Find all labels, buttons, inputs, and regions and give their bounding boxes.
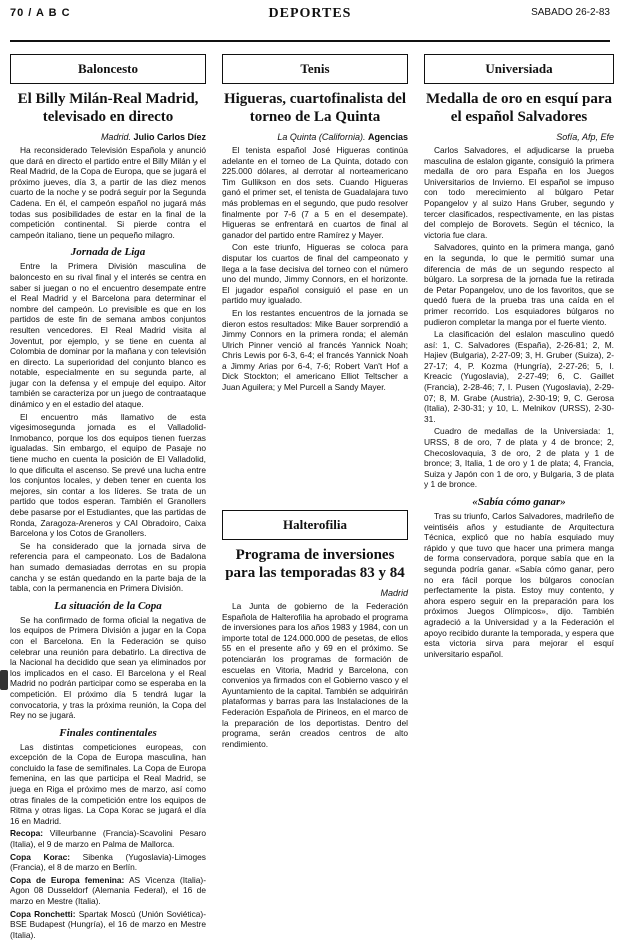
kicker-basketball: Baloncesto [10, 54, 206, 84]
kicker-tennis: Tenis [222, 54, 408, 84]
kicker-universiade: Universiada [424, 54, 614, 84]
paragraph: Ha reconsiderado Televisión Española y anunció que dará en directo el partido entre el Billy Milán y el Real Madrid, de la Copa de Europa, que se jugará el próximo jueves, día 3, a partir de las diez menos cuarto de la noche y se podrá seguir por la Segunda Cadena. En él, el campeón español no jugará más todas sus posibilidades de estar en la final de la competición continental. Si pierde contra el campeón italiano, tiene un pequeño milagro. [10, 145, 206, 240]
page-number: 70 / A B C [10, 7, 71, 19]
universiade-article [424, 54, 614, 834]
byline-author: Julio Carlos Díez [133, 132, 206, 142]
subhead-sabia: «Sabía cómo ganar» [472, 496, 566, 508]
byline [222, 132, 408, 142]
paragraph: Se ha confirmado de forma oficial la negativa de los equipos de Primera División a jugar en la Copa con el Barcelona. En la Federación se quiso celebrar una reunión para debatirlo. La directiva de la Nacional ha decidido que sean ya eliminados por los implicados en el caso. El Barcelona y el Real Madrid no podrán participar como se esperaba en la competición. El próximo día 5 tendrá lugar la convocatoria, y tras la próxima reunión, la Copa del Rey no se jugará. [10, 614, 206, 721]
result-label: Copa de Europa femenina: [10, 874, 125, 885]
byline-place: Sofía, Afp, Efe [556, 132, 614, 142]
paragraph: El tenista español José Higueras continúa adelante en el torneo de La Quinta, dotado con 225.000 dólares, al derrotar al norteamericano Tim Gullikson en dos sets. Cuando Higueras ganó el primer set, el tenista de Guadalajara tuvo más problemas en el segundo, que pudo resolver finalmente por 7-6 (7 a 5 en el desempate). Higueras se enfrentará en cuartos de final al ganador del partido entre Ramírez y Mayer. [222, 145, 408, 240]
result-label: Copa Korac: [10, 851, 71, 862]
byline [222, 588, 408, 598]
result-text: AS Vicenza (Italia)-Agon 08 Dusseldorf (Alemania Federal), el 16 de marzo en Mestre (Italia). [10, 874, 206, 906]
margin-mark [0, 670, 8, 690]
paragraph: Con este triunfo, Higueras se coloca para disputar los cuartos de final del campeonato y llega a la fase decisiva del torneo con el número uno del mundo, Jimmy Connors, en el horizonte. El jugador español consiguió el pase en un partido muy igualado. [222, 242, 408, 306]
headline-weightlifting: Programa de inversiones para las temporadas 83 y 84 [225, 547, 405, 581]
result-item [10, 909, 206, 940]
result-text: Villeurbanne (Francia)-Scavolini Pesaro (Italia), el 9 de marzo en Palma de Mallorca. [10, 828, 206, 850]
paragraph: La clasificación del eslalon masculino quedó así: 1, C. Salvadores (España), 2-26-81; 2, M. Hajiev (Bulgaria), 2-27-09; 3, H. Gruber (Suiza), 2-27-17; 4, P. Kozma (Hungría), 2-27-26; 5, I. Kreacic (Yugoslavia), 2-27-49; 6, C. Gaillet (Francia), 2-28-46; 7, I. Pusen (Yugoslavia), 2-29-07; 8, M. Grabe (Austria), 2-30-19; 9, C. Gerosa (Italia), 2-30-31; y 10, L. Melnikov (URSS), 2-30-31. [424, 329, 614, 424]
subhead-finales: Finales continentales [59, 726, 157, 739]
headline-universiade: Medalla de oro en esquí para el español Salvadores [426, 91, 612, 125]
result-item [10, 852, 206, 873]
result-label: Copa Ronchetti: [10, 908, 76, 919]
paragraph: El encuentro más llamativo de esta vigesimosegunda jornada es el Valladolid-Inmobanco, porque los dos equipos tienen fuerzas igualadas. Sin embargo, el equipo de Pasaje no tiene mucho en cuenta la posición de El Valladolid, lo que dificulta el ascenso. Se prevé una lucha entre los conjuntos locales, y deben tener en cuenta los mejores, sin contar a los líderes. Se trata de un partido que todos esperan. También el Granollers debe pasarse por el Estudiantes, que las partidas de Ronda, Zaragoza-Areneros y CAI Obradoiro, Caixa Barcelona y los Cotos de Granollers. [10, 411, 206, 539]
paragraph: La Junta de gobierno de la Federación Española de Halterofilia ha aprobado el programa de inversiones para los años 1983 y 1984, con un importe total de 124.000.000 de pesetas, de ellos 55 en el presente año y 69 en el próximo. Se potenciarán los programas de formación de escuelas en Vitoria, Madrid y Barcelona, con convenios ya firmados con el Gobierno vasco y el Ayuntamiento de la capital. También se adquirirán plataformas y barras para las Instalaciones de la Federación Española de Pirineos, en el marco de la preparación de los deportistas. Dentro del programa, serán creados centros de alto rendimiento. [222, 601, 408, 749]
paragraph: Se ha considerado que la jornada sirva de referencia para el campeonato. Los de Badalona han sumado demasiadas derrotas en su propia cancha y se están quedando en la parte baja de la tabla, con la permanencia en Primera División. [10, 540, 206, 594]
result-label: Recopa: [10, 828, 44, 839]
paragraph: Tras su triunfo, Carlos Salvadores, madrileño de veintiséis años y estudiante de Arquitectura Técnica, explicó que no había esquiado muy rápido y que tuvo que hacer una primera manga de forma conservadora, porque sabía que en la segunda podría ganar. «Sabía cómo ganar, pero no era fácil porque los búlgaros conocían perfectamente la pista. Estoy muy contento, y ahora espero seguir en la preparación para los próximos Juegos Olímpicos», dijo. También agradeció a la Universidad y a la Federación el apoyo recibido durante la temporada, y espera que esta victoria sirva para mejorar el esquí universitario español. [424, 511, 614, 659]
headline-basketball: El Billy Milán-Real Madrid, televisado en directo [17, 91, 199, 125]
paragraph: Carlos Salvadores, el adjudicarse la prueba masculina de eslalon gigante, consiguió la primera medalla de oro para España en los Juegos Universitarios de Invierno. El español se impuso con todo merecimiento al búlgaro Petar Popangelov y al suizo Hans Gruber, segundo y tercer clasificados, respectivamente, en las pistas del complejo de Borovets. Según el técnico, la victoria fue clara. [424, 145, 614, 240]
byline-place: La Quinta (California). [277, 132, 366, 142]
result-item [10, 875, 206, 907]
byline-place: Madrid. [100, 132, 131, 142]
section-title: DEPORTES [268, 6, 352, 21]
weightlifting-article [222, 510, 408, 840]
issue-date: SABADO 26-2-83 [531, 7, 610, 18]
subhead-copa: La situación de la Copa [54, 599, 162, 612]
kicker-weightlifting: Halterofilia [222, 510, 408, 540]
result-text: Spartak Moscú (Unión Soviética)-BSE Budapest (Hungría), el 16 de marzo en Mestre (Italia). [10, 908, 207, 940]
byline-place: Madrid [380, 588, 408, 598]
byline [10, 132, 206, 142]
subhead-liga: Jornada de Liga [70, 246, 146, 259]
tennis-article [222, 54, 408, 494]
paragraph: En los restantes encuentros de la jornada se dieron estos resultados: Mike Bauer sorprendió a Jimmy Connors en la primera ronda; el alemán Ulrich Pinner venció al francés Yannick Noah; Chris Lewis por 6-3, 6-4; el francés Yannick Noah a Jimmy Arias por 6-4, 7-6; Robert Van't Hof a Dick Stockton; el americano Elliot Teltscher a Juan Aguilera; y Mel Purcell a Sandy Mayer. [222, 307, 408, 393]
headline-tennis: Higueras, cuartofinalista del torneo de La Quinta [223, 91, 407, 125]
byline [424, 132, 614, 142]
result-item [10, 828, 206, 849]
page-header [10, 4, 610, 42]
paragraph: Entre la Primera División masculina de baloncesto en su rival final y el interés se centra en saber si juegan o no el encuentro desempate entre el Real Madrid y el Barcelona para determinar el nombre del campeón. Lo previsible es que en los partidos de este fin de semana ambos conjuntos resulten vencedores. El Real Madrid visita al Joventut, por ejemplo, y se tiene en cuenta al Colombia de dominar por la mañana y con televisión en directo. La superioridad del conjunto blanco es notable, especialmente en su segunda parte, al jugar con la defensa y el empuje del equipo. Aitor también se caracteriza por un juego de contraataque dinámico y en el estadio del ataque. [10, 261, 207, 410]
basketball-article [10, 54, 207, 940]
result-text: Sibenka (Yugoslavia)-Limoges (Francia), el 8 de marzo en Berlín. [10, 851, 206, 873]
results-list [10, 828, 206, 940]
paragraph: Cuadro de medallas de la Universiada: 1, URSS, 8 de oro, 7 de plata y 4 de bronce; 2, Checoslovaquia, 3 de oro, 2 de plata y 1 de bronce; 3, Italia, 1 de oro y 1 de plata; 4, Francia, Suiza y Japón con 1 de oro, y Bulgaria, 3 de plata y 1 de bronce. [424, 426, 614, 490]
paragraph: Las distintas competiciones europeas, con excepción de la Copa de Europa masculina, han concluido la fase de semifinales. La Copa de Europa femenina, en las que participa el Real Madrid, se juega en Riga el próximo mes de marzo, así como otras finales de la competición entre los equipos de Ritma y otras ligas. La Copa Korac se jugará el día 16 en Madrid. [10, 741, 206, 826]
byline-author: Agencias [367, 132, 408, 142]
paragraph: Salvadores, quinto en la primera manga, ganó en la segunda, lo que le permitió sumar una diferencia de más de un segundo respecto al búlgaro. La sorpresa de la jornada fue la retirada de Petar Popangelov, uno de los favoritos, que se quedó fuera de la prueba tras una caída en el primer recorrido. Los esquiadores búlgaros no pudieron completar la manga por el fuerte viento. [424, 242, 614, 327]
